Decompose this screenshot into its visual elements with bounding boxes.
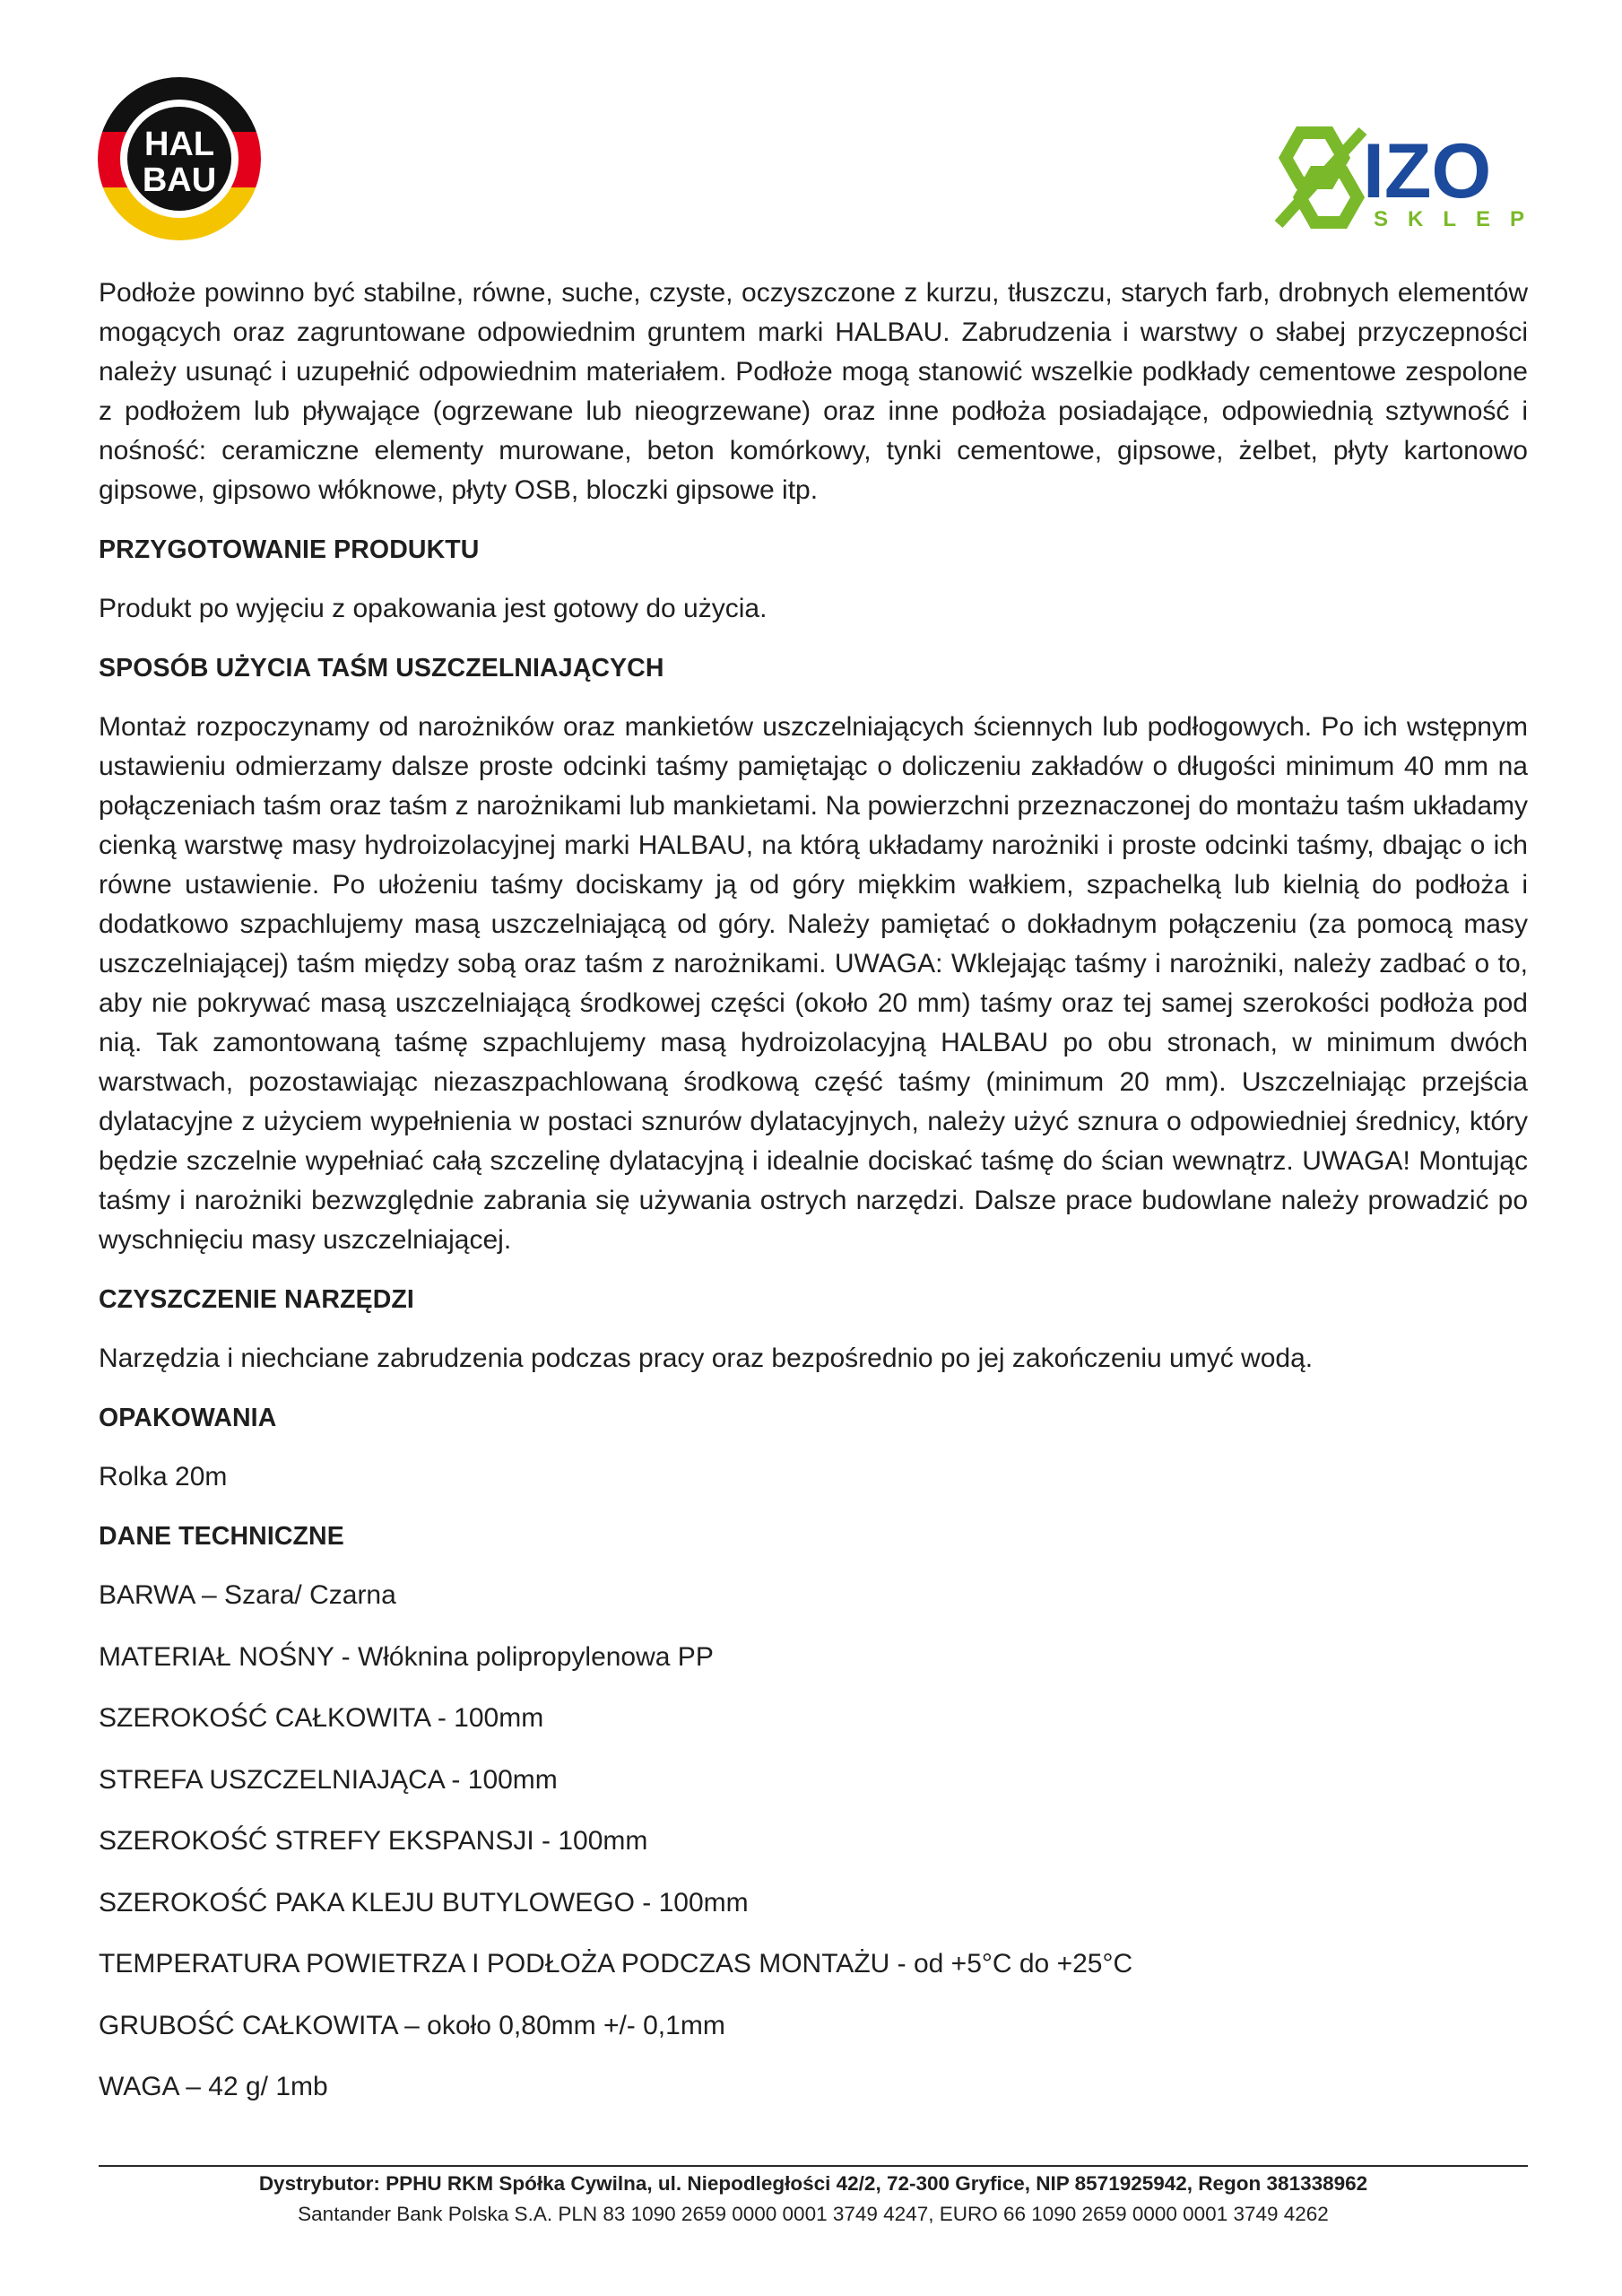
- halbau-logo-text-2: BAU: [142, 161, 217, 199]
- izo-sklep-logo-graphic: [1273, 124, 1530, 231]
- heading-preparation: PRZYGOTOWANIE PRODUKTU: [99, 535, 480, 564]
- tech-line-weight: WAGA – 42 g/ 1mb: [99, 2072, 328, 2101]
- tech-line-butyl-strip: SZEROKOŚĆ PAKA KLEJU BUTYLOWEGO - 100mm: [99, 1887, 749, 1918]
- tech-line-material: MATERIAŁ NOŚNY - Włóknina polipropylenowa PP: [99, 1641, 714, 1672]
- footer-bank: Santander Bank Polska S.A. PLN 83 1090 2659 0000 0001 3749 4247, EURO 66 1090 2659 0000 0001 3749 4262: [298, 2203, 1329, 2225]
- halbau-logo: [97, 76, 262, 241]
- tech-line-total-width: SZEROKOŚĆ CAŁKOWITA - 100mm: [99, 1703, 544, 1733]
- heading-usage: SPOSÓB UŻYCIA TAŚM USZCZELNIAJĄCYCH: [99, 654, 664, 683]
- izo-logo-word: IZO: [1363, 128, 1492, 214]
- tech-line-sealing-zone: STREFA USZCZELNIAJĄCA - 100mm: [99, 1764, 558, 1795]
- halbau-logo-text-1: HAL: [143, 126, 215, 163]
- document-body: [99, 274, 1528, 2129]
- cleaning-text: Narzędzia i niechciane zabrudzenia podczas pracy oraz bezpośrednio po jej zakończeniu umyć wodą.: [99, 1344, 1314, 1373]
- preparation-text: Produkt po wyjęciu z opakowania jest gotowy do użycia.: [99, 594, 768, 623]
- footer: [99, 2169, 1528, 2230]
- usage-text: Montaż rozpoczynamy od narożników oraz mankietów uszczelniających ściennych lub podłogowych. Po ich wstępnym ustawieniu odmierzamy dalsze proste odcinki taśmy pamiętając o doliczeniu zakładów o długości minimum 40 mm na połączeniach taśm oraz taśm z narożnikami lub mankietami. Na powierzchni przeznaczonej do montażu taśm układamy cienką warstwę masy hydroizolacyjnej marki HALBAU, na którą układamy narożniki i proste odcinki taśmy, dbając o ich równe ustawienie. Po ułożeniu taśmy dociskamy ją od góry miękkim wałkiem, szpachelką lub kielnią do podłoża i dodatkowo szpachlujemy masą uszczelniającą od góry. Należy pamiętać o dokładnym połączeniu (za pomocą masy uszczelniającej) taśm między sobą oraz taśm z narożnikami. UWAGA: Wklejając taśmy i narożniki, należy zadbać o to, aby nie pokrywać masą uszczelniającą środkowej części (około 20 mm) taśmy oraz tej samej szerokości podłoża pod nią. Tak zamontowaną taśmę szpachlujemy masą hydroizolacyjną HALBAU po obu stronach, w minimum dwóch warstwach, pozostawiając niezaszpachlowaną środkową część taśmy (minimum 20 mm). Uszczelniając przejścia dylatacyjne z użyciem wypełnienia w postaci sznurów dylatacyjnych, należy użyć sznura o odpowiedniej średnicy, który będzie szczelnie wypełniać całą szczelinę dylatacyjną i idealnie dociskać taśmę do ścian wewnątrz. UWAGA! Montując taśmy i narożniki bezwzględnie zabrania się używania ostrych narzędzi. Dalsze prace budowlane należy prowadzić po wyschnięciu masy uszczelniającej.: [99, 712, 1528, 1255]
- izo-logo-sub: SKLEP: [1374, 207, 1530, 231]
- heading-technical: DANE TECHNICZNE: [99, 1522, 344, 1551]
- packaging-text: Rolka 20m: [99, 1462, 228, 1492]
- heading-packaging: OPAKOWANIA: [99, 1404, 277, 1432]
- izo-sklep-logo: [1273, 124, 1530, 231]
- footer-divider: [99, 2165, 1528, 2167]
- halbau-logo-graphic: [97, 76, 262, 241]
- technical-list: [99, 1576, 1528, 2107]
- tech-line-color: BARWA – Szara/ Czarna: [99, 1580, 396, 1610]
- footer-distributor: Dystrybutor: PPHU RKM Spółka Cywilna, ul. Niepodległości 42/2, 72-300 Gryfice, NIP 8571925942, Regon 381338962: [258, 2172, 1368, 2195]
- intro-paragraph: Podłoże powinno być stabilne, równe, suche, czyste, oczyszczone z kurzu, tłuszczu, starych farb, drobnych elementów mogących oraz zagruntowane odpowiednim gruntem marki HALBAU. Zabrudzenia i warstwy o słabej przyczepności należy usunąć i uzupełnić odpowiednim materiałem. Podłoże mogą stanowić wszelkie podkłady cementowe zespolone z podłożem lub pływające (ogrzewane lub nieogrzewane) oraz inne podłoża posiadające, odpowiednią sztywność i nośność: ceramiczne elementy murowane, beton komórkowy, tynki cementowe, gipsowe, żelbet, płyty kartonowo gipsowe, gipsowo włóknowe, płyty OSB, bloczki gipsowe itp.: [99, 278, 1528, 505]
- tech-line-temperature: TEMPERATURA POWIETRZA I PODŁOŻA PODCZAS MONTAŻU - od +5°C do +25°C: [99, 1949, 1133, 1979]
- heading-cleaning: CZYSZCZENIE NARZĘDZI: [99, 1285, 414, 1314]
- tech-line-expansion-zone: SZEROKOŚĆ STREFY EKSPANSJI - 100mm: [99, 1826, 648, 1856]
- tech-line-thickness: GRUBOŚĆ CAŁKOWITA – około 0,80mm +/- 0,1mm: [99, 2010, 725, 2040]
